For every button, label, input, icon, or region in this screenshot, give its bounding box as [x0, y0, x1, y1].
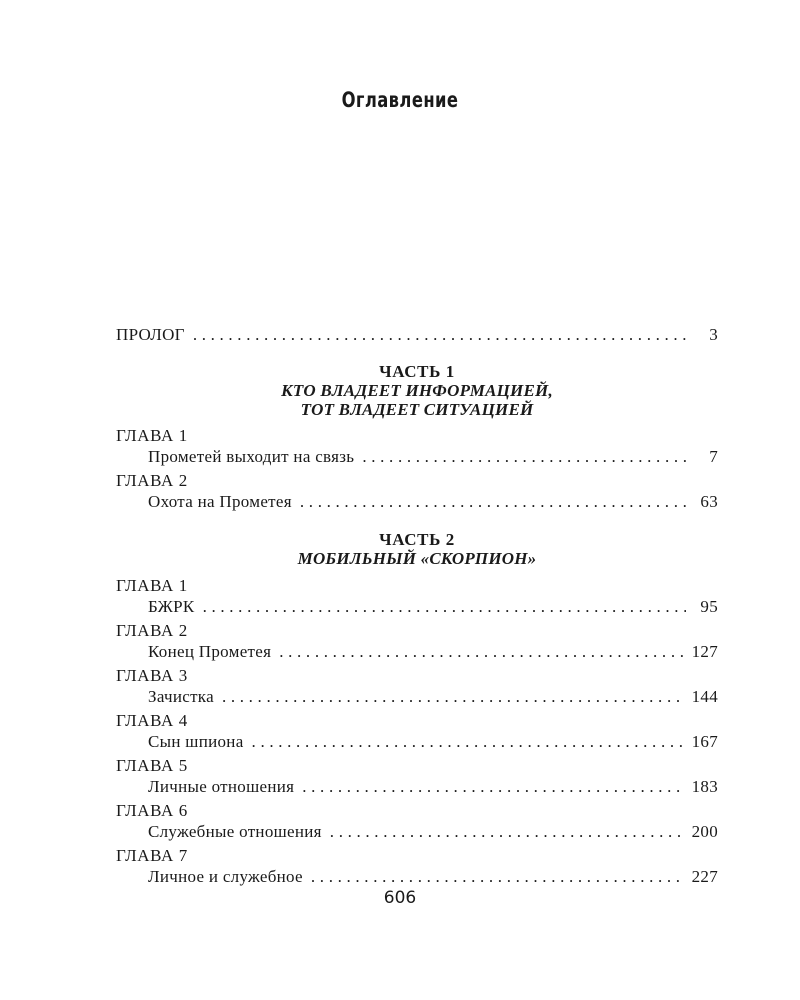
chapter-label: ГЛАВА 5: [116, 756, 188, 775]
entry-title: Зачистка: [148, 687, 214, 706]
entry-page: 127: [691, 642, 718, 661]
toc-chapter: [116, 800, 718, 842]
dot-leader: [362, 446, 686, 467]
toc-chapter: [116, 425, 718, 467]
entry-page: 167: [691, 732, 718, 751]
entry-page: 227: [691, 867, 718, 886]
entry-title: Сын шпиона: [148, 732, 244, 751]
chapter-label: ГЛАВА 1: [116, 576, 188, 595]
toc-chapter: [116, 575, 718, 617]
toc-chapter: [116, 620, 718, 662]
entry-page: 7: [709, 447, 718, 466]
chapter-label: ГЛАВА 2: [116, 621, 188, 640]
page-number: 606: [383, 888, 417, 908]
entry-page: 95: [700, 597, 718, 616]
chapter-label: ГЛАВА 6: [116, 801, 188, 820]
toc-entry-prolog[interactable]: [116, 324, 718, 345]
entry-page: 3: [709, 325, 718, 344]
toc-entry[interactable]: [116, 686, 718, 707]
toc-entry[interactable]: [116, 866, 718, 887]
entry-title: Конец Прометея: [148, 642, 272, 661]
part-title-line: МОБИЛЬНЫЙ «СКОРПИОН»: [297, 549, 537, 568]
entry-title: Прометей выходит на связь: [148, 447, 355, 466]
dot-leader: [300, 491, 686, 512]
toc-entry[interactable]: [116, 731, 718, 752]
toc-chapter: [116, 845, 718, 887]
toc-chapter: [116, 710, 718, 752]
dot-leader: [203, 596, 686, 617]
toc-chapter: [116, 755, 718, 797]
toc-chapter: [116, 665, 718, 707]
toc-entry[interactable]: [116, 821, 718, 842]
entry-page: 63: [700, 492, 718, 511]
entry-title: Личное и служебное: [148, 867, 303, 886]
part-1: [116, 362, 718, 512]
dot-leader: [222, 686, 684, 707]
entry-title: Охота на Прометея: [148, 492, 292, 511]
entry-page: 183: [691, 777, 718, 796]
page-title: Оглавление: [341, 88, 459, 112]
toc-entry[interactable]: [116, 596, 718, 617]
dot-leader: [279, 641, 683, 662]
toc-entry[interactable]: [116, 446, 718, 467]
dot-leader: [311, 866, 684, 887]
toc-entry[interactable]: [116, 776, 718, 797]
chapter-label: ГЛАВА 3: [116, 666, 188, 685]
toc-chapter: [116, 470, 718, 512]
dot-leader: [193, 324, 686, 345]
dot-leader: [302, 776, 683, 797]
part-2: [116, 530, 718, 887]
part-heading: [116, 362, 718, 419]
chapter-label: ГЛАВА 2: [116, 471, 188, 490]
entry-title: Служебные отношения: [148, 822, 322, 841]
part-title-line: ТОТ ВЛАДЕЕТ СИТУАЦИЕЙ: [300, 400, 534, 419]
chapter-label: ГЛАВА 4: [116, 711, 188, 730]
chapter-label: ГЛАВА 7: [116, 846, 188, 865]
part-number: ЧАСТЬ 2: [379, 530, 455, 549]
chapter-label: ГЛАВА 1: [116, 426, 188, 445]
toc-entry[interactable]: [116, 641, 718, 662]
dot-leader: [330, 821, 684, 842]
entry-title: ПРОЛОГ: [116, 325, 185, 344]
part-heading: [116, 530, 718, 568]
entry-title: БЖРК: [148, 597, 195, 616]
entry-page: 200: [691, 822, 718, 841]
part-title-line: КТО ВЛАДЕЕТ ИНФОРМАЦИЕЙ,: [281, 381, 553, 400]
entry-title: Личные отношения: [148, 777, 295, 796]
dot-leader: [252, 731, 684, 752]
toc-entry[interactable]: [116, 491, 718, 512]
entry-page: 144: [691, 687, 718, 706]
table-of-contents: [116, 324, 718, 890]
part-number: ЧАСТЬ 1: [379, 362, 455, 381]
